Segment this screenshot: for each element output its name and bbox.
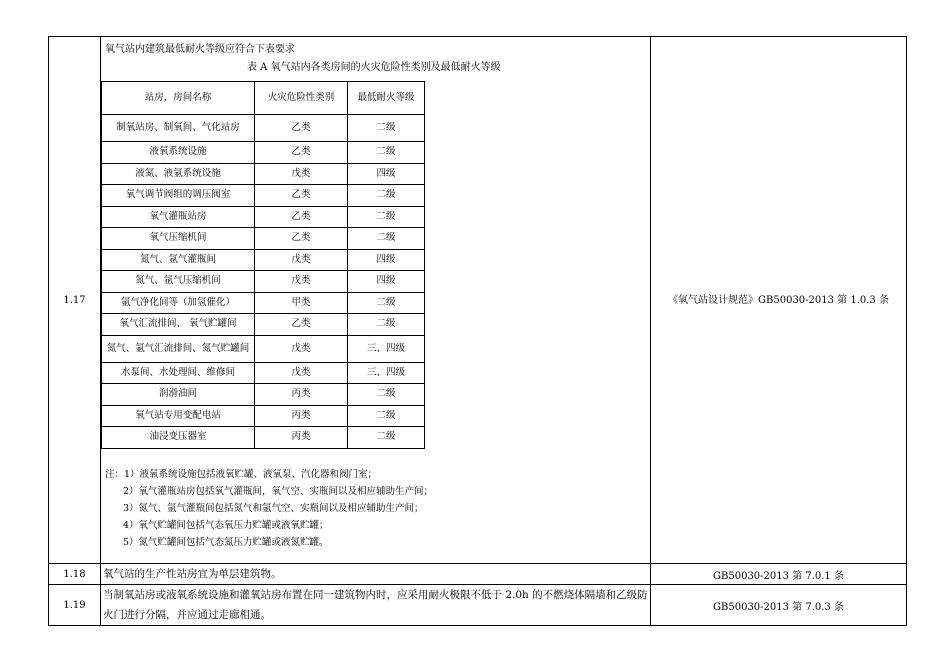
room-name: 氩气净化间等（加氢催化） xyxy=(102,292,255,314)
table-row xyxy=(102,384,425,406)
table-row xyxy=(102,249,425,271)
hazard-class: 甲类 xyxy=(255,292,348,314)
requirement-cell xyxy=(101,564,651,585)
room-name: 氮气、氩气灌瓶间 xyxy=(102,249,255,271)
table-header-row xyxy=(102,82,425,115)
room-name: 水泵间、水处理间、维修间 xyxy=(102,362,255,384)
row-1-18 xyxy=(49,564,907,585)
row-1-17 xyxy=(49,37,907,564)
fire-rating: 二级 xyxy=(348,314,425,336)
hazard-class: 戊类 xyxy=(255,335,348,362)
room-name: 制氧站房、制氧间、气化站房 xyxy=(102,115,255,142)
note-line: 3）氮气、氩气灌瓶间包括氮气和氩气空、实瓶间以及相应辅助生产间； xyxy=(123,503,424,514)
room-name: 氧气灌瓶站房 xyxy=(102,206,255,228)
table-row xyxy=(102,271,425,293)
table-row xyxy=(102,292,425,314)
requirement-text: 氧气站的生产性站房宜为单层建筑物。 xyxy=(103,568,282,580)
table-row xyxy=(102,142,425,164)
reference-cell xyxy=(651,37,907,564)
fire-rating: 四级 xyxy=(348,249,425,271)
requirement-text: 当制氧站房或液氧系统设施和灌氧站房布置在同一建筑物内时，应采用耐火极限不低于 2.0h 的不燃烧体隔墙和乙级防火门进行分隔，并应通过走廊相通。 xyxy=(103,589,648,621)
hazard-class: 戊类 xyxy=(255,271,348,293)
table-row xyxy=(102,405,425,427)
table-row xyxy=(102,314,425,336)
note-line: 5）氮气贮罐间包括气态氮压力贮罐或液氮贮罐。 xyxy=(123,537,329,548)
requirement-cell xyxy=(101,585,651,626)
room-name: 液氧系统设施 xyxy=(102,142,255,164)
item-number: 1.19 xyxy=(49,585,101,626)
hazard-class: 乙类 xyxy=(255,206,348,228)
table-notes xyxy=(105,466,433,551)
fire-rating: 二级 xyxy=(348,292,425,314)
hazard-class: 乙类 xyxy=(255,115,348,142)
table-row xyxy=(102,362,425,384)
fire-rating-table xyxy=(101,81,425,449)
regulation-table xyxy=(48,36,907,626)
note-line: 注：1）液氧系统设施包括液氧贮罐、液氧泵、汽化器和阀门室； xyxy=(105,469,378,480)
fire-rating: 二级 xyxy=(348,228,425,250)
hazard-class: 乙类 xyxy=(255,314,348,336)
reference-text: GB50030-2013 第 7.0.1 条 xyxy=(651,564,907,585)
column-header: 火灾危险性类别 xyxy=(255,82,348,115)
table-row xyxy=(102,335,425,362)
item-number: 1.17 xyxy=(49,37,101,564)
column-header: 最低耐火等级 xyxy=(348,82,425,115)
room-name: 液氮、液氩系统设施 xyxy=(102,163,255,185)
note-line: 4）氧气贮罐间包括气态氧压力贮罐或液氧贮罐； xyxy=(123,520,329,531)
table-row xyxy=(102,185,425,207)
fire-rating: 四级 xyxy=(348,271,425,293)
hazard-class: 乙类 xyxy=(255,228,348,250)
table-row xyxy=(102,115,425,142)
requirement-intro: 氧气站内建筑最低耐火等级应符合下表要求 xyxy=(105,44,295,55)
fire-rating: 三、四级 xyxy=(348,362,425,384)
hazard-class: 戊类 xyxy=(255,163,348,185)
room-name: 氮气、氩气汇流排间、氮气贮罐间 xyxy=(102,335,255,362)
item-number: 1.18 xyxy=(49,564,101,585)
fire-rating: 三、四级 xyxy=(348,335,425,362)
row-1-19 xyxy=(49,585,907,626)
room-name: 润滑油间 xyxy=(102,384,255,406)
room-name: 氧气压缩机间 xyxy=(102,228,255,250)
hazard-class: 丙类 xyxy=(255,405,348,427)
reference-text: GB50030-2013 第 7.0.3 条 xyxy=(651,585,907,626)
fire-rating: 二级 xyxy=(348,142,425,164)
fire-rating: 四级 xyxy=(348,163,425,185)
fire-rating: 二级 xyxy=(348,427,425,449)
fire-rating: 二级 xyxy=(348,115,425,142)
hazard-class: 丙类 xyxy=(255,384,348,406)
table-row xyxy=(102,206,425,228)
hazard-class: 乙类 xyxy=(255,185,348,207)
requirement-cell xyxy=(101,37,651,564)
room-name: 氧气站专用变配电站 xyxy=(102,405,255,427)
hazard-class: 乙类 xyxy=(255,142,348,164)
fire-rating: 二级 xyxy=(348,405,425,427)
column-header: 站房，房间名称 xyxy=(102,82,255,115)
table-caption: 表 A 氧气站内各类房间的火灾危险性类别及最低耐火等级 xyxy=(247,62,501,73)
hazard-class: 戊类 xyxy=(255,362,348,384)
table-row xyxy=(102,163,425,185)
hazard-class: 戊类 xyxy=(255,249,348,271)
table-row xyxy=(102,427,425,449)
room-name: 氮气、氩气压缩机间 xyxy=(102,271,255,293)
room-name: 氧气调节阀组的调压阀室 xyxy=(102,185,255,207)
reference-text: 《氧气站设计规范》GB50030-2013 第 1.0.3 条 xyxy=(668,294,889,306)
table-row xyxy=(102,228,425,250)
fire-rating: 二级 xyxy=(348,384,425,406)
hazard-class: 丙类 xyxy=(255,427,348,449)
room-name: 氧气汇流排间、 氧气贮罐间 xyxy=(102,314,255,336)
room-name: 油浸变压器室 xyxy=(102,427,255,449)
fire-rating: 二级 xyxy=(348,185,425,207)
note-line: 2）氧气灌瓶站房包括氧气灌瓶间，氧气空、实瓶间以及相应辅助生产间； xyxy=(123,486,434,497)
fire-rating: 二级 xyxy=(348,206,425,228)
